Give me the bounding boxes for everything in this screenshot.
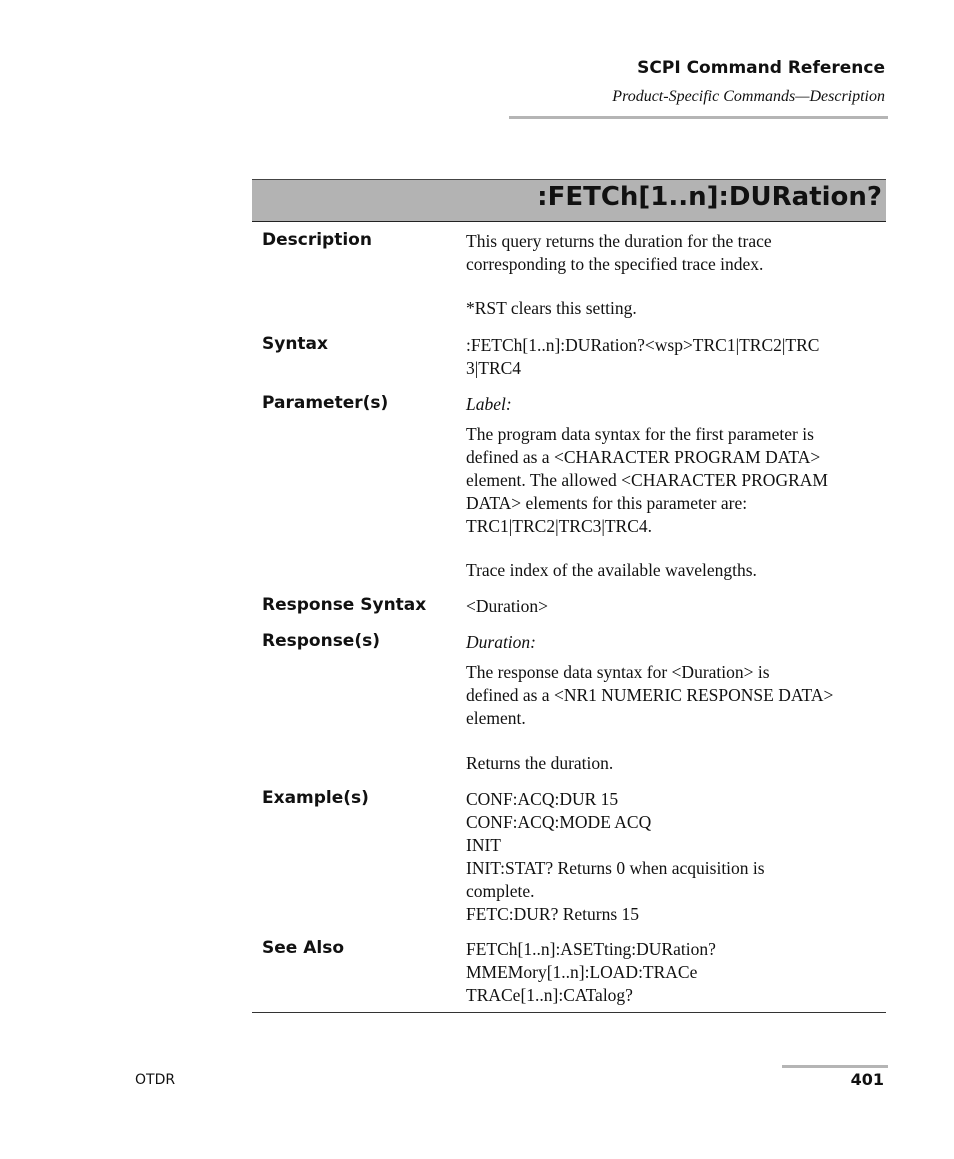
parameters-text bbox=[466, 423, 886, 538]
example-line: INIT:STAT? Returns 0 when acquisition is bbox=[466, 858, 765, 878]
parameters-line: TRC1|TRC2|TRC3|TRC4. bbox=[466, 516, 653, 536]
examples-text bbox=[466, 788, 886, 926]
responses-line: element. bbox=[466, 708, 526, 728]
command-title: :FETCh[1..n]:DURation? bbox=[537, 182, 882, 212]
description-line: corresponding to the specified trace index. bbox=[466, 254, 764, 274]
responses-text bbox=[466, 661, 886, 730]
example-line: INIT bbox=[466, 835, 501, 855]
command-title-bar bbox=[252, 179, 886, 222]
example-line: FETC:DUR? Returns 15 bbox=[466, 904, 640, 924]
responses-line: The response data syntax for <Duration> is bbox=[466, 662, 770, 682]
parameter-name: Label: bbox=[466, 394, 512, 414]
description-note: *RST clears this setting. bbox=[466, 298, 637, 318]
see-also-link: TRACe[1..n]:CATalog? bbox=[466, 985, 633, 1005]
syntax-line: 3|TRC4 bbox=[466, 358, 522, 378]
example-line: CONF:ACQ:MODE ACQ bbox=[466, 812, 652, 832]
responses-label: Response(s) bbox=[262, 631, 380, 651]
response-syntax-label: Response Syntax bbox=[262, 595, 427, 615]
parameters-label: Parameter(s) bbox=[262, 393, 389, 413]
response-name: Duration: bbox=[466, 632, 536, 652]
description-line: This query returns the duration for the trace bbox=[466, 231, 772, 251]
running-header-title: SCPI Command Reference bbox=[637, 58, 885, 78]
see-also-link: FETCh[1..n]:ASETting:DURation? bbox=[466, 939, 716, 959]
header-divider bbox=[509, 116, 888, 119]
parameters-line: defined as a <CHARACTER PROGRAM DATA> bbox=[466, 447, 821, 467]
parameters-line: element. The allowed <CHARACTER PROGRAM bbox=[466, 470, 828, 490]
syntax-text bbox=[466, 334, 886, 380]
footer-product: OTDR bbox=[135, 1072, 176, 1088]
parameters-line: DATA> elements for this parameter are: bbox=[466, 493, 748, 513]
example-line: CONF:ACQ:DUR 15 bbox=[466, 789, 619, 809]
syntax-label: Syntax bbox=[262, 334, 328, 354]
page-number: 401 bbox=[850, 1070, 884, 1089]
example-line: complete. bbox=[466, 881, 535, 901]
description-label: Description bbox=[262, 230, 372, 250]
see-also-label: See Also bbox=[262, 938, 345, 958]
parameters-line: The program data syntax for the first parameter is bbox=[466, 424, 814, 444]
footer-divider bbox=[782, 1065, 888, 1068]
see-also-link: MMEMory[1..n]:LOAD:TRACe bbox=[466, 962, 698, 982]
examples-label: Example(s) bbox=[262, 788, 369, 808]
parameters-note: Trace index of the available wavelengths. bbox=[466, 560, 757, 580]
syntax-line: :FETCh[1..n]:DURation?<wsp>TRC1|TRC2|TRC bbox=[466, 335, 820, 355]
running-header-subtitle: Product-Specific Commands—Description bbox=[612, 88, 885, 105]
responses-line: defined as a <NR1 NUMERIC RESPONSE DATA> bbox=[466, 685, 834, 705]
responses-note: Returns the duration. bbox=[466, 753, 614, 773]
description-text bbox=[466, 230, 886, 276]
table-bottom-rule bbox=[252, 1012, 886, 1013]
see-also-text bbox=[466, 938, 886, 1007]
response-syntax-text: <Duration> bbox=[466, 596, 548, 616]
